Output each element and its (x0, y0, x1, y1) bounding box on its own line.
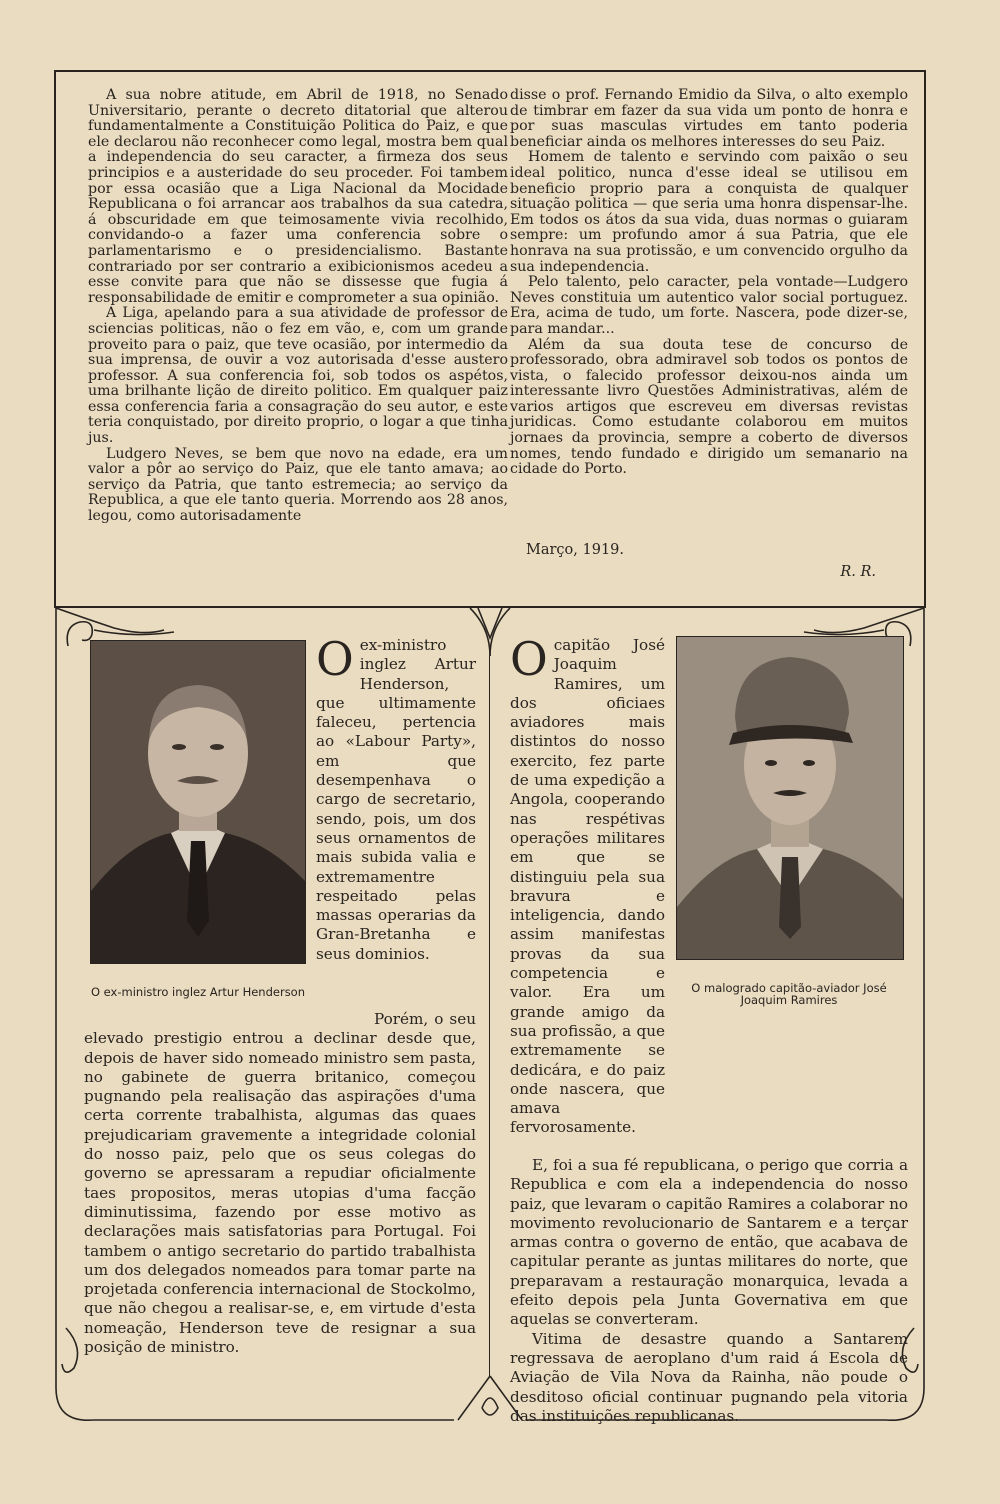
henderson-intro (316, 632, 476, 964)
henderson-intro-text: ex-ministro inglez Artur Henderson, que ultimamente faleceu, pertencia ao «Labour Party», em que desempenhava o cargo de secretario, sendo, pois, um dos seus ornamentos de mais subida valia e extremamentre respeitado pelas massas operarias da Gran-Bretanha e seus dominios. (316, 636, 476, 963)
paragraph: Ludgero Neves, se bem que novo na edade, era um valor a pôr ao serviço do Paiz, que ele tanto amava; ao serviço da Patria, que tanto estremecia; ao serviço da Republica, a que ele tanto queria. Morrendo aos 28 anos, legou, como autorisadamente (88, 445, 508, 525)
article-left-column (88, 88, 508, 525)
paragraph: A sua nobre atitude, em Abril de 1918, no Senado Universitario, perante o decreto ditatorial que alterou fundamentalmente a Constituição Politica do Paiz, e que ele declarou não reconhecer como legal, mostra bem qual a independencia do seu caracter, a firmeza dos seus principios e a austeridade do seu proceder. Foi tambem por essa ocasião que a Liga Nacional da Mocidade Republicana o foi arrancar aos trabalhos da sua catedra, á obscuridade em que teimosamente vivia recolhido, convidando-o a fazer uma conferencia sobre o parlamentarismo e o presidencialismo. Bastante contrariado por ser contrario a exibicionismos acedeu a esse convite para que não se dissesse que fugia á responsabilidade de emitir e comprometer a sua opinião. (88, 87, 508, 306)
henderson-portrait-photo (90, 640, 306, 964)
henderson-caption: O ex-ministro inglez Artur Henderson (90, 985, 306, 999)
paragraph: Vitima de desastre quando a Santarem regressava de aeroplano d'um raid á Escola de Aviação de Vila Nova da Rainha, não poude o desditoso oficial continuar pugnando pela vitoria das instituições republicanas. (510, 1329, 908, 1425)
ramires-intro (510, 632, 665, 1138)
drop-cap: O (510, 632, 548, 686)
ramires-body (510, 1156, 908, 1426)
dateline: Março, 1919. (526, 542, 625, 558)
column-divider (489, 656, 490, 1376)
paragraph: A Liga, apelando para a sua atividade de professor de sciencias politicas, não o fez em vão, e, com um grande proveito para o paiz, que teve ocasião, por intermedio da sua imprensa, de ouvir a voz autorisada d'esse austero professor. A sua conferencia foi, sob todos os aspétos, uma brilhante lição de direito politico. Em qualquer paiz essa conferencia faria a consagração do seu autor, e este teria conquistado, por direito proprio, o logar a que tinha jus. (88, 305, 508, 447)
author-initials: R. R. (840, 564, 876, 580)
article-right-column (510, 88, 908, 478)
paragraph: E, foi a sua fé republicana, o perigo que corria a Republica e com ela a independencia do nosso paiz, que levaram o capitão Ramires a colaborar no movimento revolucionario de Santarem e a terçar armas contra o governo de então, que acabava de capitular perante as juntas militares do norte, que preparavam a restauração monarquica, levada a efeito depois pela Junta Governativa em que aquelas se converteram. (510, 1156, 908, 1329)
paragraph: Pelo talento, pelo caracter, pela vontade—Ludgero Neves constituia um autentico valor social portuguez. Era, acima de tudo, um forte. Nascera, pode dizer-se, para mandar... (510, 274, 908, 337)
drop-cap: O (316, 632, 354, 686)
obituary-section (54, 608, 926, 1430)
ramires-intro-text: capitão José Joaquim Ramires, um dos oficiaes aviadores mais distintos do nosso exercito, fez parte de uma expedição a Angola, cooperando nas respétivas operações militares em que se distinguiu pela sua bravura e inteligencia, dando assim manifestas provas da sua competencia e valor. Era um grande amigo da sua profissão, a que extremamente se dedicára, e do paiz onde nascera, que amava fervorosamente. (510, 636, 665, 1137)
article-frame (54, 70, 926, 608)
henderson-body (84, 1010, 476, 1357)
paragraph: disse o prof. Fernando Emidio da Silva, o alto exemplo de timbrar em fazer da sua vida um ponto de honra e por suas masculas virtudes em tanto poderia beneficiar ainda os melhores interesses do seu Paiz. (510, 87, 908, 150)
paragraph: Além da sua douta tese de concurso de professorado, obra admiravel sob todos os pontos de vista, o falecido professor deixou-nos ainda um interessante livro Questões Administrativas, além de varios artigos que escreveu em diversas revistas juridicas. Como estudante colaborou em muitos jornaes da provincia, sempre a coberto de diversos nomes, tendo fundado e dirigido um semanario na cidade do Porto. (510, 336, 908, 478)
paragraph: Homem de talento e servindo com paixão o seu ideal politico, nunca d'esse ideal se utilisou em beneficio proprio para a conquista de qualquer situação politica — que seria uma honra dispensar-lhe. Em todos os átos da sua vida, duas normas o guiaram sempre: um profundo amor á sua Patria, que ele honrava na sua protissão, e um convencido orgulho da sua independencia. (510, 149, 908, 275)
paragraph: Porém, o seu elevado prestigio entrou a declinar desde que, depois de haver sido nomeado ministro sem pasta, no gabinete de guerra britanico, começou pugnando pela realisação das aspirações d'uma certa corrente trabalhista, algumas das quaes prejudicariam gravemente a integridade colonial do nosso paiz, pelo que os seus colegas do governo se apressaram a repudiar oficialmente taes propositos, meras utopias d'uma facção diminutissima, fazendo por esse motivo as declarações mais satisfatorias para Portugal. Foi tambem o antigo secretario do partido trabalhista um dos delegados nomeados para tomar parte na projetada conferencia internacional de Stockolmo, que não chegou a realisar-se, e, em virtude d'esta nomeação, Henderson teve de resignar a sua posição de ministro. (84, 1010, 476, 1357)
ramires-portrait-photo (676, 636, 904, 960)
ramires-caption: O malogrado capitão-aviador José Joaquim Ramires (691, 981, 887, 1007)
